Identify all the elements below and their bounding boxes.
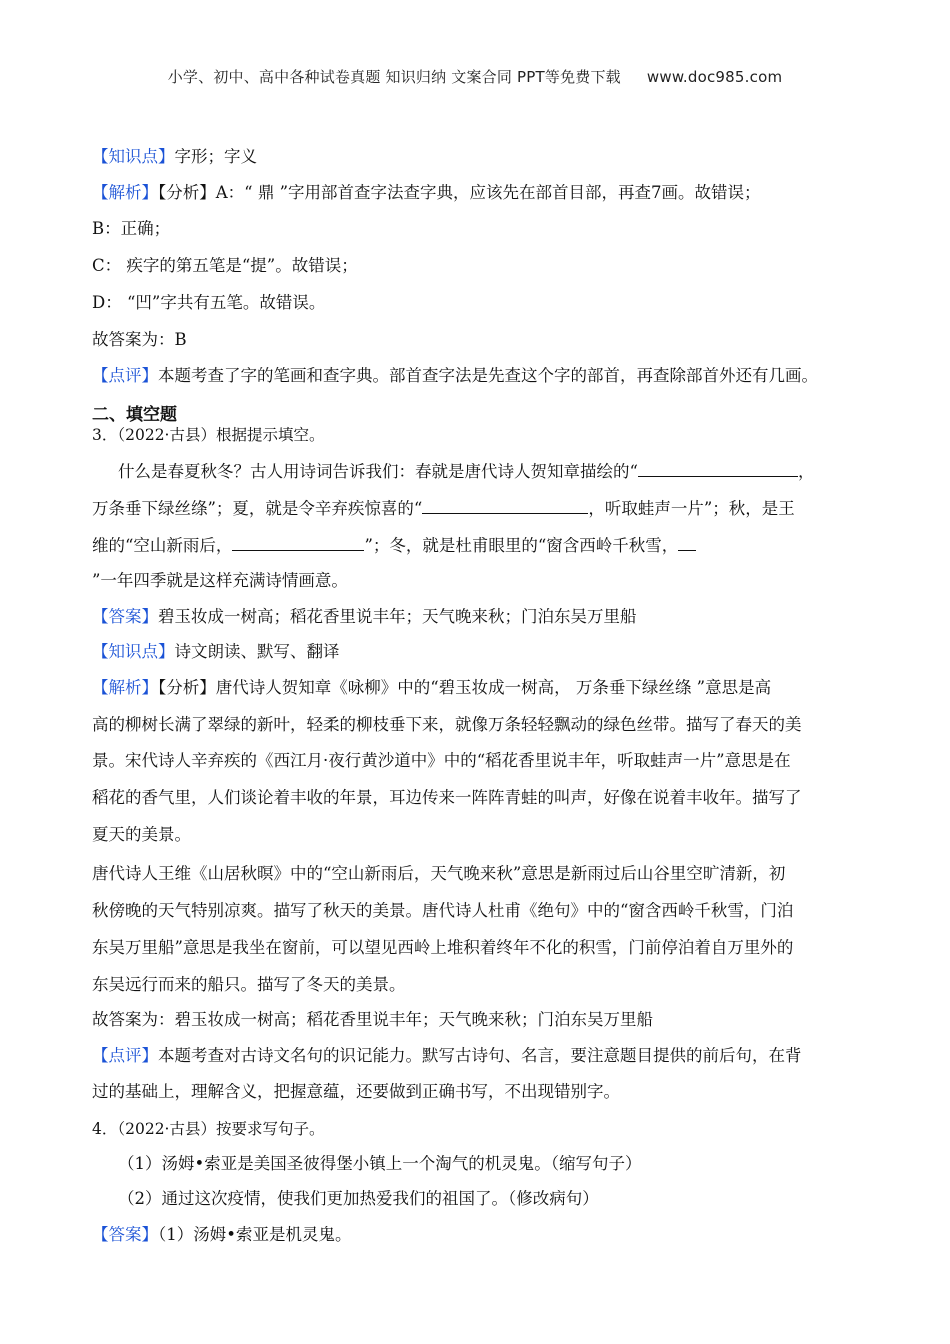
q3-analysis-line9: 东吴远行而来的船只。描写了冬天的美景。 [92, 975, 406, 994]
comment-tag: 【点评】 [92, 1046, 158, 1065]
q4-heading: 4．（2022·古县）按要求写句子。 [92, 1120, 325, 1138]
q3-text: ”；冬，就是杜甫眼里的“窗含西岭千秋雪， [364, 536, 679, 555]
comment-tag: 【点评】 [92, 366, 158, 385]
q3-analysis-line5: 夏天的美景。 [92, 825, 191, 844]
fenxi-tag: 【分析】 [158, 183, 216, 202]
q2-option-b: B：正确； [92, 219, 171, 238]
fill-blank[interactable] [678, 533, 696, 551]
q3-line4: ”一年四季就是这样充满诗情画意。 [92, 571, 348, 590]
q3-text: 万条垂下绿丝绦”；夏，就是令辛弃疾惊喜的“ [92, 499, 423, 518]
q3-line2 [92, 496, 795, 520]
q3-answer: 碧玉妆成一树高；稻花香里说丰年；天气晚来秋；门泊东吴万里船 [158, 607, 637, 626]
q2-analysis-line [92, 182, 761, 204]
q3-text: 维的“空山新雨后， [92, 536, 233, 555]
q2-comment: 本题考查了字的笔画和查字典。部首查字法是先查这个字的部首，再查除部首外还有几画。 [158, 366, 818, 385]
q3-heading: 3．（2022·古县）根据提示填空。 [92, 426, 325, 444]
q3-line1 [118, 459, 814, 483]
header-text: 小学、初中、高中各种试卷真题 知识归纳 文案合同 PPT等免费下载 [167, 68, 621, 86]
q3-analysis-line2: 高的柳树长满了翠绿的新叶，轻柔的柳枝垂下来，就像万条轻轻飘动的绿色丝带。描写了春天的美 [92, 715, 802, 734]
q2-knowledge-line [92, 146, 257, 168]
q3-analysis-line4: 稻花的香气里，人们谈论着丰收的年景，耳边传来一阵阵青蛙的叫声，好像在说着丰收年。描写了 [92, 788, 802, 807]
q4-sentence1: （1）汤姆•索亚是美国圣彼得堡小镇上一个淘气的机灵鬼。（缩写句子） [118, 1154, 642, 1173]
q4-sentence2: （2）通过这次疫情，使我们更加热爱我们的祖国了。（修改病句） [118, 1189, 599, 1208]
q3-knowledge-line [92, 641, 340, 663]
q3-text: ， [797, 462, 815, 481]
knowledge-tag: 【知识点】 [92, 642, 175, 661]
q3-comment-line2: 过的基础上，理解含义，把握意蕴，还要做到正确书写，不出现错别字。 [92, 1082, 620, 1101]
q3-analysis-line1 [92, 677, 771, 699]
q3-final-answer: 故答案为：碧玉妆成一树高；稻花香里说丰年；天气晚来秋；门泊东吴万里船 [92, 1010, 653, 1029]
q4-answer: （1）汤姆•索亚是机灵鬼。 [158, 1225, 352, 1244]
q3-text: 什么是春夏秋冬？古人用诗词告诉我们：春就是唐代诗人贺知章描绘的“ [118, 462, 638, 481]
answer-tag: 【答案】 [92, 607, 158, 626]
q3-analysis-line8: 东吴万里船”意思是我坐在窗前，可以望见西岭上堆积着终年不化的积雪，门前停泊着自万里外的 [92, 938, 794, 957]
section-title: 二、填空题 [92, 405, 177, 425]
q2-option-d: D： “凹”字共有五笔。故错误。 [92, 293, 326, 312]
fill-blank[interactable] [638, 459, 798, 477]
q3-knowledge: 诗文朗读、默写、翻译 [174, 642, 340, 661]
q3-text: ，听取蛙声一片”；秋，是王 [588, 499, 795, 518]
knowledge-tag: 【知识点】 [92, 147, 175, 166]
q3-analysis-text: 唐代诗人贺知章《咏柳》中的“碧玉妆成一树高， 万条垂下绿丝绦 ”意思是高 [215, 678, 772, 697]
q3-answer-line [92, 606, 637, 628]
q3-comment: 本题考查对古诗文名句的识记能力。默写古诗句、名言，要注意题目提供的前后句，在背 [158, 1046, 802, 1065]
header-url[interactable]: www.doc985.com [646, 68, 783, 86]
q3-analysis-line7: 秋傍晚的天气特别凉爽。描写了秋天的美景。唐代诗人杜甫《绝句》中的“窗含西岭千秋雪，门泊 [92, 901, 794, 920]
q2-knowledge: 字形；字义 [174, 147, 257, 166]
answer-tag: 【答案】 [92, 1225, 158, 1244]
analysis-tag: 【解析】 [92, 678, 158, 697]
page-header [0, 66, 950, 87]
analysis-tag: 【解析】 [92, 183, 158, 202]
q2-option-c: C： 疾字的第五笔是“提”。故错误； [92, 256, 358, 275]
q2-comment-line [92, 365, 818, 387]
q3-analysis-line3: 景。宋代诗人辛弃疾的《西江月·夜行黄沙道中》中的“稻花香里说丰年，听取蛙声一片”意思是在 [92, 751, 791, 770]
q2-final-answer: 故答案为：B [92, 330, 187, 349]
fenxi-tag: 【分析】 [158, 678, 216, 697]
q3-analysis-line6: 唐代诗人王维《山居秋暝》中的“空山新雨后，天气晚来秋”意思是新雨过后山谷里空旷清新，初 [92, 864, 786, 883]
q3-line3 [92, 533, 696, 557]
q2-analysis-a: A：“ 鼎 ”字用部首查字法查字典，应该先在部首目部，再查7画。故错误； [215, 183, 761, 202]
fill-blank[interactable] [232, 533, 364, 551]
q3-comment-line1 [92, 1045, 802, 1067]
fill-blank[interactable] [422, 496, 588, 514]
q4-answer-line [92, 1224, 351, 1246]
